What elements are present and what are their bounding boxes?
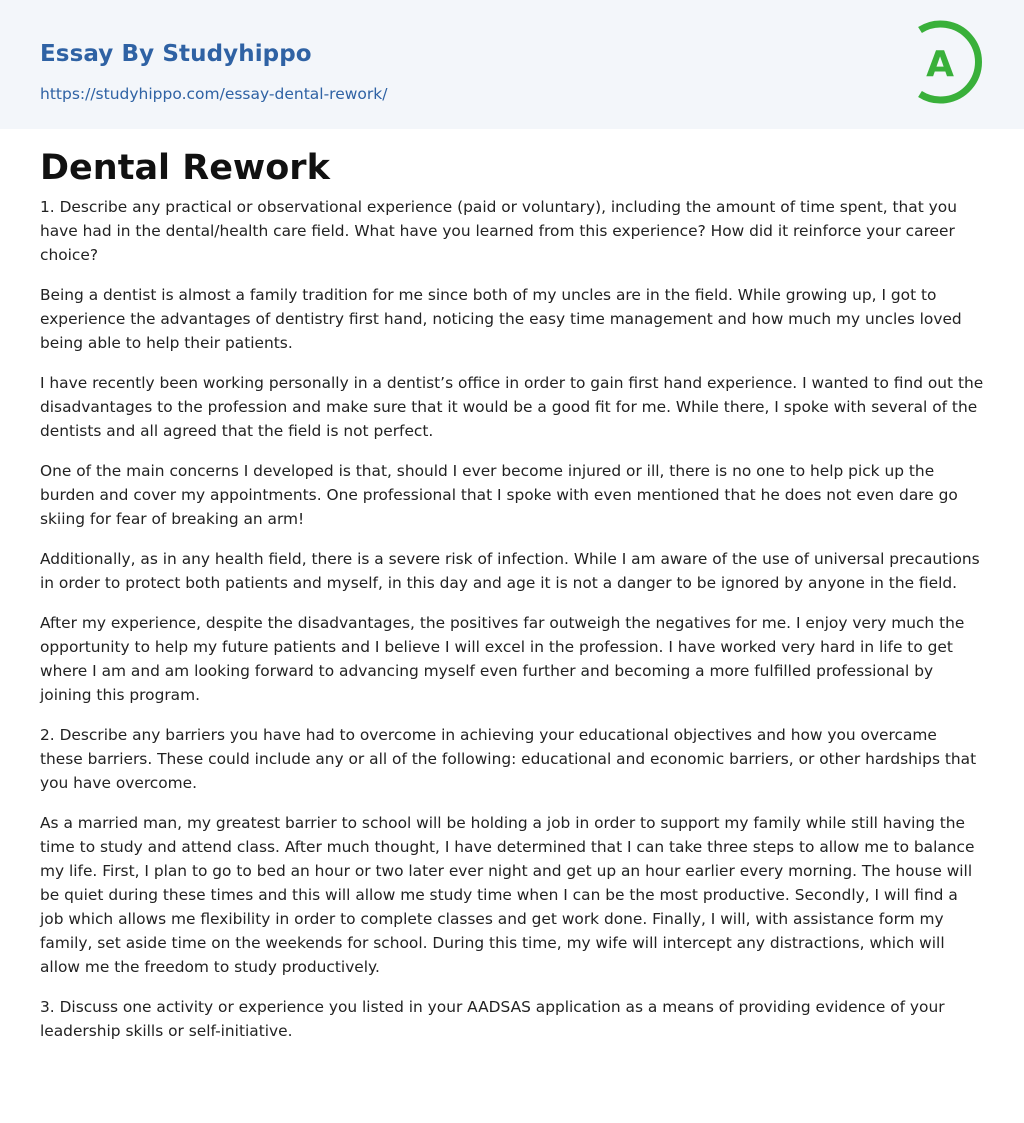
- essay-content: [0, 129, 1024, 1043]
- essay-paragraph: After my experience, despite the disadvantages, the positives far outweigh the negatives for me. I enjoy very much the opportunity to help my future patients and I believe I will excel in the profession. I have worked very hard in life to get where I am and am looking forward to advancing myself even further and becoming a more fulfilled professional by joining this program.: [40, 614, 965, 704]
- logo-letter: A: [926, 44, 954, 85]
- essay-url-link[interactable]: https://studyhippo.com/essay-dental-rework/: [40, 85, 388, 103]
- essay-title: Dental Rework: [40, 148, 330, 188]
- essay-question-3: 3. Discuss one activity or experience you listed in your AADSAS application as a means of providing evidence of your leadership skills or self-initiative.: [40, 998, 945, 1040]
- site-title[interactable]: Essay By Studyhippo: [40, 41, 312, 67]
- essay-paragraph: Being a dentist is almost a family tradition for me since both of my uncles are in the field. While growing up, I got to experience the advantages of dentistry first hand, noticing the easy time management and how much my uncles loved being able to help their patients.: [40, 286, 962, 352]
- essay-paragraph: As a married man, my greatest barrier to school will be holding a job in order to support my family while still having the time to study and attend class. After much thought, I have determined that I can take three steps to allow me to balance my life. First, I plan to go to bed an hour or two later ever night and get up an hour earlier every morning. The house will be quiet during these times and this will allow me study time when I can be the most productive. Secondly, I will find a job which allows me flexibility in order to complete classes and get work done. Finally, I will, with assistance form my family, set aside time on the weekends for school. During this time, my wife will intercept any distractions, which will allow me the freedom to study productively.: [40, 814, 975, 976]
- essay-paragraph: Additionally, as in any health field, there is a severe risk of infection. While I am aware of the use of universal precautions in order to protect both patients and myself, in this day and age it is not a danger to be ignored by anyone in the field.: [40, 550, 980, 592]
- site-header: [0, 0, 1024, 129]
- studyhippo-logo-icon[interactable]: [910, 18, 988, 106]
- essay-question-1: 1. Describe any practical or observational experience (paid or voluntary), including the amount of time spent, that you have had in the dental/health care field. What have you learned from this experience? How did it reinforce your career choice?: [40, 198, 957, 264]
- essay-question-2: 2. Describe any barriers you have had to overcome in achieving your educational objectives and how you overcame these barriers. These could include any or all of the following: educational and economic barriers, or other hardships that you have overcome.: [40, 726, 977, 792]
- essay-paragraph: One of the main concerns I developed is that, should I ever become injured or ill, there is no one to help pick up the burden and cover my appointments. One professional that I spoke with even mentioned that he does not even dare go skiing for fear of breaking an arm!: [40, 462, 958, 528]
- essay-paragraph: I have recently been working personally in a dentist’s office in order to gain first hand experience. I wanted to find out the disadvantages to the profession and make sure that it would be a good fit for me. While there, I spoke with several of the dentists and all agreed that the field is not perfect.: [40, 374, 984, 440]
